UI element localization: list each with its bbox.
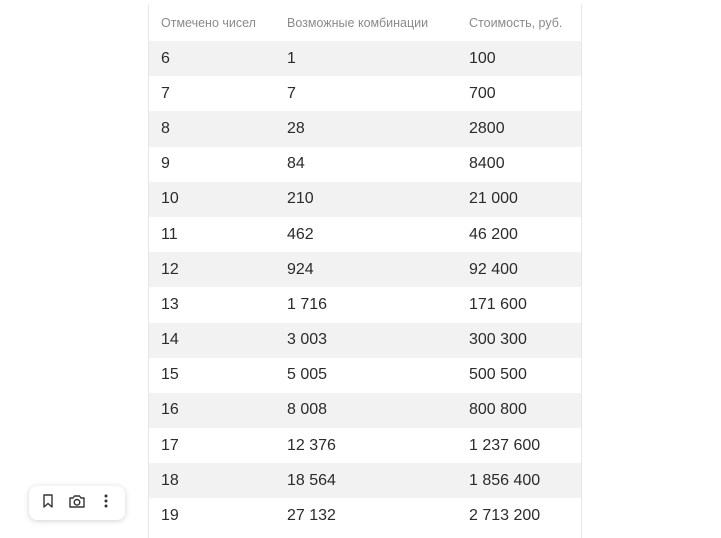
cell-numbers-marked: 12 — [149, 252, 275, 287]
cell-cost: 1 237 600 — [457, 428, 581, 463]
cell-cost: 46 200 — [457, 217, 581, 252]
table-row — [149, 287, 581, 322]
cell-numbers-marked: 6 — [149, 41, 275, 76]
cell-cost: 800 800 — [457, 393, 581, 428]
cell-possible-combinations: 7 — [275, 76, 457, 111]
cell-possible-combinations: 462 — [275, 217, 457, 252]
cell-possible-combinations: 27 132 — [275, 498, 457, 533]
table-row — [149, 41, 581, 76]
cell-cost: 2 713 200 — [457, 498, 581, 533]
table-header-row — [149, 5, 581, 41]
cell-numbers-marked: 9 — [149, 147, 275, 182]
cell-numbers-marked: 18 — [149, 463, 275, 498]
cell-numbers-marked: 19 — [149, 498, 275, 533]
cell-numbers-marked: 17 — [149, 428, 275, 463]
cell-cost: 1 856 400 — [457, 463, 581, 498]
cell-numbers-marked: 13 — [149, 287, 275, 322]
cell-numbers-marked: 16 — [149, 393, 275, 428]
table-row — [149, 252, 581, 287]
table-row — [149, 323, 581, 358]
cell-possible-combinations: 8 008 — [275, 393, 457, 428]
cell-possible-combinations: 1 716 — [275, 287, 457, 322]
header-cost: Стоимость, руб. — [469, 16, 563, 30]
cell-possible-combinations: 84 — [275, 147, 457, 182]
cell-cost: 171 600 — [457, 287, 581, 322]
table-row — [149, 358, 581, 393]
cell-cost: 100 — [457, 41, 581, 76]
cell-possible-combinations: 12 376 — [275, 428, 457, 463]
bookmark-icon — [41, 493, 55, 514]
image-toolbar — [29, 486, 125, 520]
cell-cost: 300 300 — [457, 323, 581, 358]
cell-possible-combinations: 210 — [275, 182, 457, 217]
combinations-table — [149, 5, 581, 534]
header-possible-combinations: Возможные комбинации — [287, 16, 429, 30]
cell-numbers-marked: 7 — [149, 76, 275, 111]
table-row — [149, 428, 581, 463]
cell-possible-combinations: 5 005 — [275, 358, 457, 393]
table-row — [149, 147, 581, 182]
table-body — [149, 41, 581, 534]
more-vertical-icon — [103, 493, 109, 514]
header-numbers-marked: Отмечено чисел — [161, 16, 256, 30]
cell-cost: 500 500 — [457, 358, 581, 393]
table-row — [149, 498, 581, 533]
bookmark-button[interactable] — [34, 489, 62, 517]
cell-possible-combinations: 1 — [275, 41, 457, 76]
cell-cost: 21 000 — [457, 182, 581, 217]
camera-search-button[interactable] — [63, 489, 91, 517]
cell-numbers-marked: 14 — [149, 323, 275, 358]
cell-possible-combinations: 28 — [275, 111, 457, 146]
cell-numbers-marked: 15 — [149, 358, 275, 393]
camera-icon — [68, 493, 86, 514]
cell-numbers-marked: 11 — [149, 217, 275, 252]
cell-possible-combinations: 18 564 — [275, 463, 457, 498]
cell-possible-combinations: 3 003 — [275, 323, 457, 358]
more-options-button[interactable] — [92, 489, 120, 517]
cell-cost: 8400 — [457, 147, 581, 182]
table-row — [149, 217, 581, 252]
cell-numbers-marked: 8 — [149, 111, 275, 146]
table-row — [149, 76, 581, 111]
table-row — [149, 463, 581, 498]
combinations-table-container — [148, 5, 582, 538]
table-row — [149, 111, 581, 146]
table-row — [149, 182, 581, 217]
cell-cost: 92 400 — [457, 252, 581, 287]
cell-possible-combinations: 924 — [275, 252, 457, 287]
cell-cost: 2800 — [457, 111, 581, 146]
cell-numbers-marked: 10 — [149, 182, 275, 217]
cell-cost: 700 — [457, 76, 581, 111]
table-row — [149, 393, 581, 428]
